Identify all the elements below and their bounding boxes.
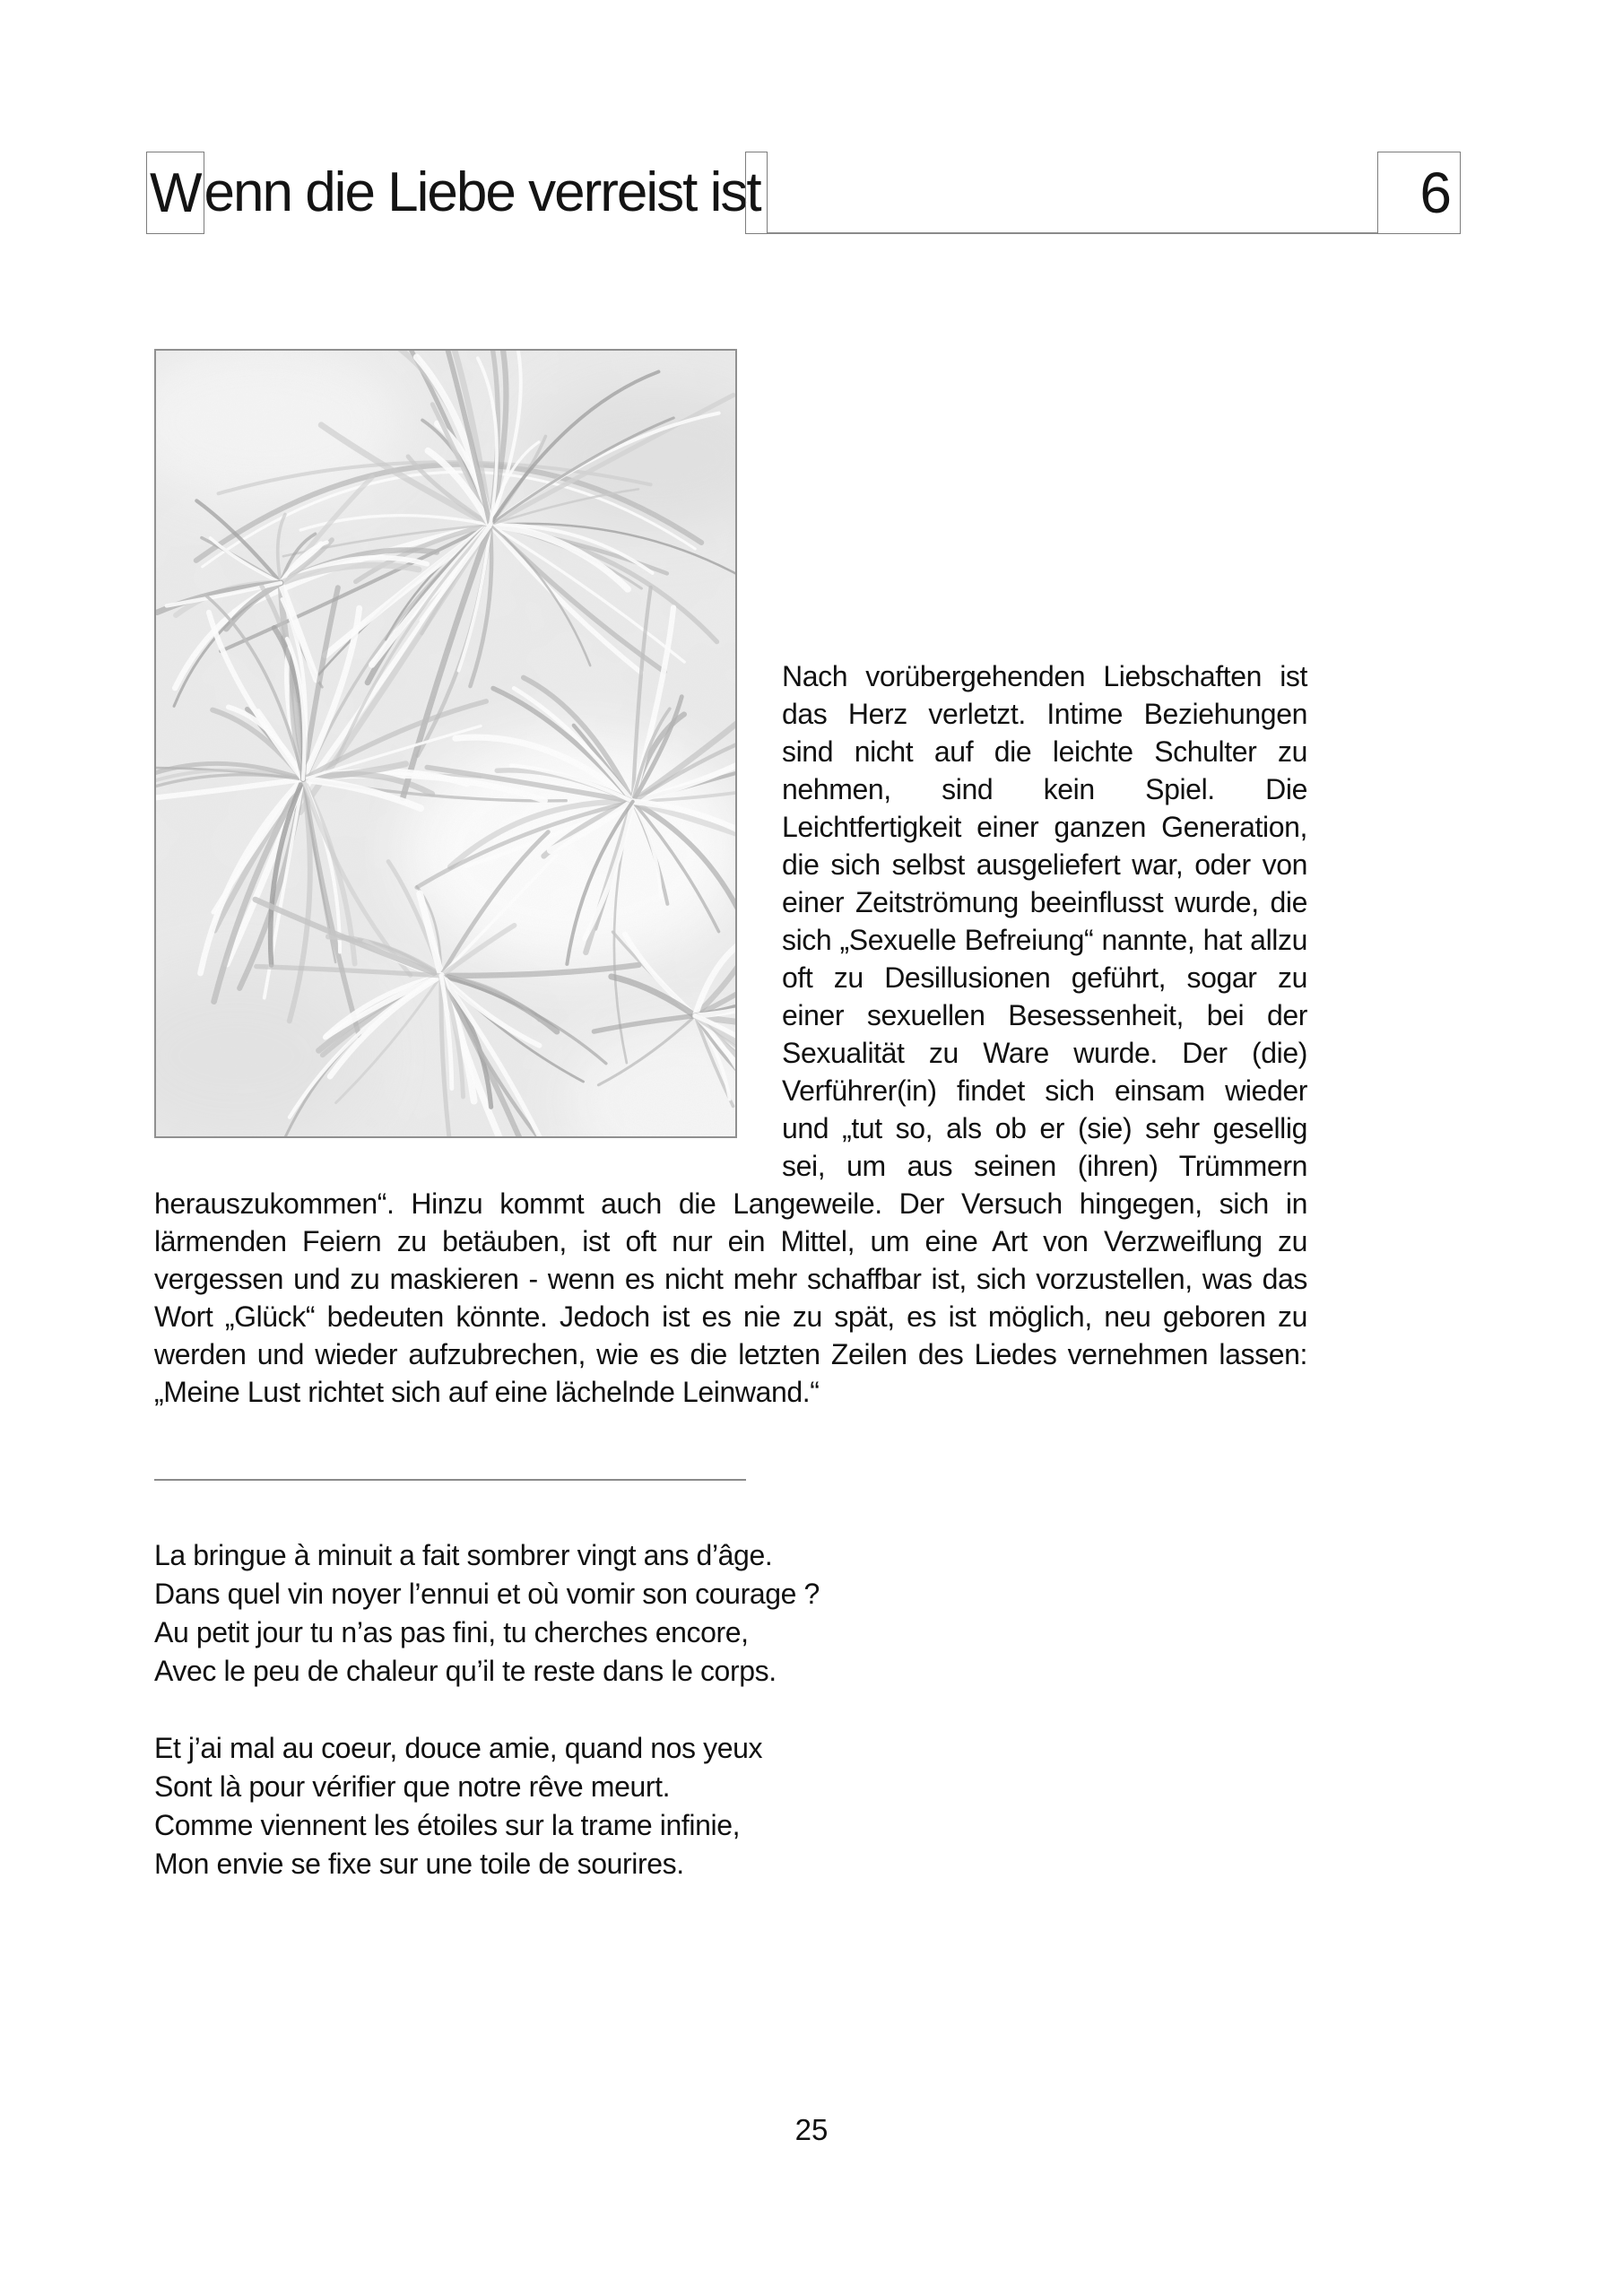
spider-plant-etching-image [156, 351, 735, 1136]
header-rule [768, 232, 1377, 234]
page-number: 25 [794, 2113, 829, 2146]
poem-line: Et j’ai mal au coeur, douce amie, quand nos yeux [154, 1732, 763, 1764]
poem [154, 1536, 820, 1883]
chapter-header [146, 152, 1461, 234]
title-end-box [745, 152, 768, 234]
poem-line: Avec le peu de chaleur qu’il te reste dans le corps. [154, 1655, 777, 1687]
body-content [154, 349, 1307, 1411]
page-footer [0, 2113, 1623, 2147]
title-initial-box [146, 152, 204, 234]
poem-stanza-2 [154, 1729, 820, 1883]
chapter-number: 6 [1419, 161, 1452, 225]
chapter-number-box [1377, 152, 1461, 234]
plant-figure [154, 349, 737, 1138]
body-paragraph: Nach vorübergehenden Liebschaften ist das Herz verletzt. Intime Beziehungen sind nicht auf die leichte Schulter zu nehmen, sind kein Spiel. Die Leichtfertigkeit einer ganzen Generation, die sich selbst ausgeliefert war, oder von einer Zeitströmung beeinflusst wurde, die sich „Sexuelle Befreiung“ nannte, hat allzu oft zu Desillusionen geführt, sogar zu einer sexuellen Besessenheit, bei der Sexualität zu Ware wurde. Der (die) Verführer(in) findet sich einsam wieder und „tut so, als ob er (sie) sehr gesellig sei, um aus seinen (ihren) Trümmern herauszukommen“. Hinzu kommt auch die Langeweile. Der Versuch hingegen, sich in lärmenden Feiern zu betäuben, ist oft nur ein Mittel, um eine Art von Verzweiflung zu vergessen und zu maskieren - wenn es nicht mehr schaffbar ist, sich vorzustellen, was das Wort „Glück“ bedeuten könnte. Jedoch ist es nie zu spät, es ist möglich, neu geboren zu werden und wieder aufzubrechen, wie es die letzten Zeilen des Liedes vernehmen lassen: „Meine Lust richtet sich auf eine lächelnde Leinwand.“ [154, 660, 1307, 1408]
title-text: enn die Liebe verreist ist [204, 161, 760, 223]
poem-line: Mon envie se fixe sur une toile de sourires. [154, 1848, 684, 1880]
poem-line: La bringue à minuit a fait sombrer vingt ans d’âge. [154, 1539, 773, 1571]
page-title [146, 152, 768, 234]
poem-line: Comme viennent les étoiles sur la trame infinie, [154, 1809, 741, 1841]
title-initial: W [150, 162, 201, 224]
poem-stanza-1 [154, 1536, 820, 1691]
poem-line: Au petit jour tu n’as pas fini, tu cherches encore, [154, 1616, 749, 1648]
poem-line: Dans quel vin noyer l’ennui et où vomir son courage ? [154, 1578, 820, 1610]
poem-line: Sont là pour vérifier que notre rêve meurt. [154, 1770, 671, 1803]
section-divider [154, 1479, 746, 1481]
